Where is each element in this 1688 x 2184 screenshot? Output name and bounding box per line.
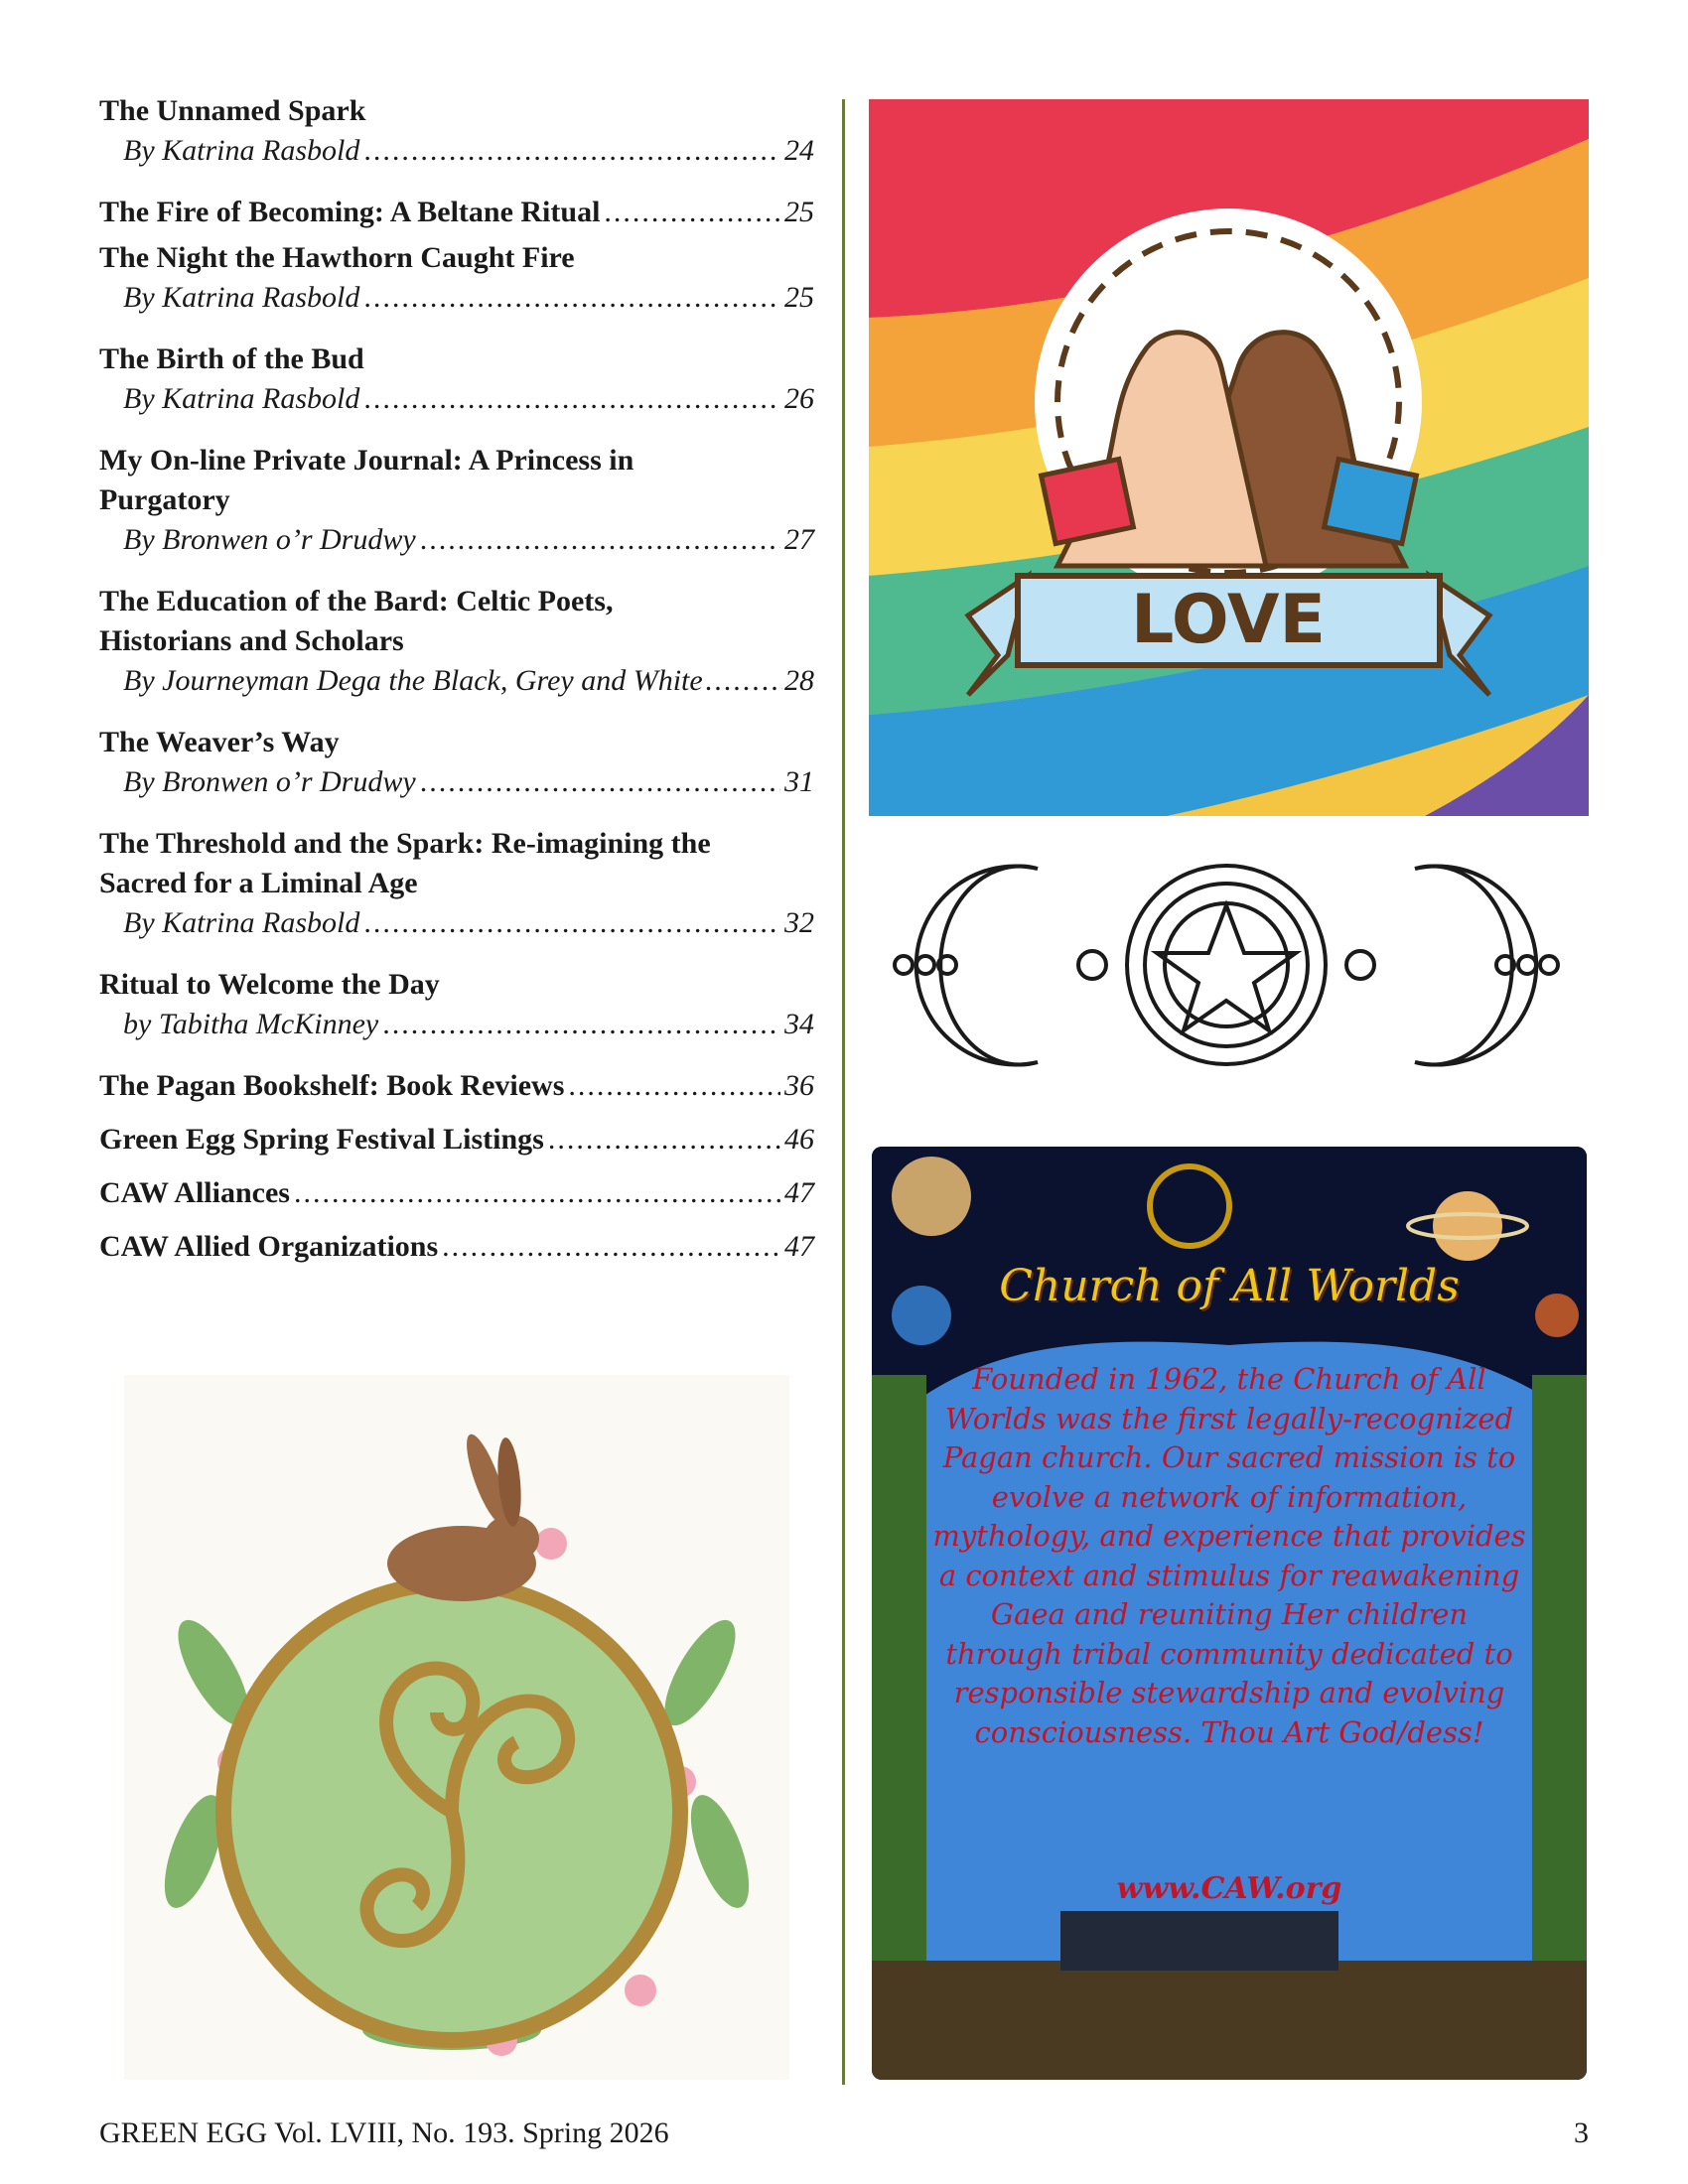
toc-page: 24	[784, 134, 814, 167]
toc-title-row	[99, 1066, 814, 1106]
toc-title-row	[99, 1120, 814, 1160]
toc-byline-row	[99, 379, 814, 419]
toc-byline: By Katrina Rasbold	[123, 281, 360, 314]
toc-byline-row	[99, 520, 814, 560]
toc-entry[interactable]	[99, 723, 814, 802]
toc-byline: By Bronwen o’r Drudwy	[123, 765, 416, 798]
caw-title: Church of All Worlds	[999, 1261, 1460, 1311]
toc-byline-row	[99, 903, 814, 943]
toc-page: 47	[784, 1230, 814, 1263]
toc-byline: by Tabitha McKinney	[123, 1008, 379, 1040]
toc-page: 34	[784, 1008, 814, 1040]
toc-entry[interactable]	[99, 238, 814, 318]
toc-page: 32	[784, 906, 814, 939]
love-text: LOVE	[1131, 581, 1326, 659]
toc-entry[interactable]	[99, 965, 814, 1044]
toc-page: 25	[784, 281, 814, 314]
toc-entry[interactable]	[99, 441, 814, 560]
toc-page: 46	[784, 1123, 814, 1156]
toc-title-row	[99, 193, 814, 232]
toc-entry[interactable]	[99, 91, 814, 171]
toc-page: 31	[784, 765, 814, 798]
toc-title[interactable]: My On-line Private Journal: A Princess in Purgatory	[99, 444, 634, 516]
toc-page: 36	[784, 1069, 814, 1102]
toc-title-row	[99, 1173, 814, 1213]
toc-title[interactable]: CAW Alliances	[99, 1176, 290, 1209]
toc-entry[interactable]	[99, 1120, 814, 1160]
toc-entry[interactable]	[99, 193, 814, 232]
toc-page: 25	[784, 196, 814, 228]
toc-entry[interactable]	[99, 1066, 814, 1106]
triple-moon-image	[864, 854, 1589, 1077]
toc-title-row	[99, 1227, 814, 1267]
toc-byline: By Katrina Rasbold	[123, 382, 360, 415]
toc-byline-row	[99, 762, 814, 802]
caw-advertisement	[872, 1147, 1587, 2080]
toc-byline-row	[99, 1005, 814, 1044]
toc-byline-row	[99, 278, 814, 318]
toc-entry[interactable]	[99, 340, 814, 419]
toc-title[interactable]: CAW Allied Organizations	[99, 1230, 439, 1263]
love-illustration	[869, 99, 1589, 816]
toc-title[interactable]: The Pagan Bookshelf: Book Reviews	[99, 1069, 565, 1102]
toc-byline: By Journeyman Dega the Black, Grey and White	[123, 664, 703, 697]
toc-byline: By Katrina Rasbold	[123, 134, 360, 167]
toc-title[interactable]: The Unnamed Spark	[99, 94, 366, 127]
toc-page: 28	[784, 664, 814, 697]
toc-title[interactable]: The Education of the Bard: Celtic Poets, Historians and Scholars	[99, 585, 614, 657]
toc-title[interactable]: The Night the Hawthorn Caught Fire	[99, 241, 575, 274]
toc-byline: By Bronwen o’r Drudwy	[123, 523, 416, 556]
column-divider	[842, 99, 845, 2085]
toc-title[interactable]: The Threshold and the Spark: Re-imagining the Sacred for a Liminal Age	[99, 827, 711, 899]
caw-url[interactable]: www.CAW.org	[1116, 1871, 1342, 1906]
toc-title[interactable]: The Fire of Becoming: A Beltane Ritual	[99, 196, 601, 228]
toc-byline-row	[99, 661, 814, 701]
toc-page: 47	[784, 1176, 814, 1209]
toc-byline: By Katrina Rasbold	[123, 906, 360, 939]
toc-title[interactable]: Green Egg Spring Festival Listings	[99, 1123, 544, 1156]
toc-entry[interactable]	[99, 582, 814, 701]
table-of-contents	[99, 91, 814, 1289]
caw-mission-text: Founded in 1962, the Church of All Worlds was the first legally-recognized Pagan church. Our sacred mission is to evolve a network of information, mythology, and experience that provides a context and stimulus for reawakening Gaea and reuniting Her children through tribal community dedicated to responsible stewardship and evolving consciousness. Thou Art God/dess!	[932, 1362, 1526, 1749]
page-footer	[99, 2116, 1589, 2150]
issue-info: GREEN EGG Vol. LVIII, No. 193. Spring 2026	[99, 2116, 669, 2149]
toc-title[interactable]: The Birth of the Bud	[99, 342, 364, 375]
triskele-hare-illustration	[124, 1375, 789, 2080]
toc-page: 26	[784, 382, 814, 415]
toc-title[interactable]: Ritual to Welcome the Day	[99, 968, 440, 1001]
toc-entry[interactable]	[99, 824, 814, 943]
toc-title[interactable]: The Weaver’s Way	[99, 726, 340, 758]
page-number: 3	[1574, 2116, 1589, 2149]
toc-byline-row	[99, 131, 814, 171]
toc-entry[interactable]	[99, 1173, 814, 1213]
rainbow-heart-hands-image	[869, 99, 1589, 816]
toc-entry[interactable]	[99, 1227, 814, 1267]
toc-page: 27	[784, 523, 814, 556]
